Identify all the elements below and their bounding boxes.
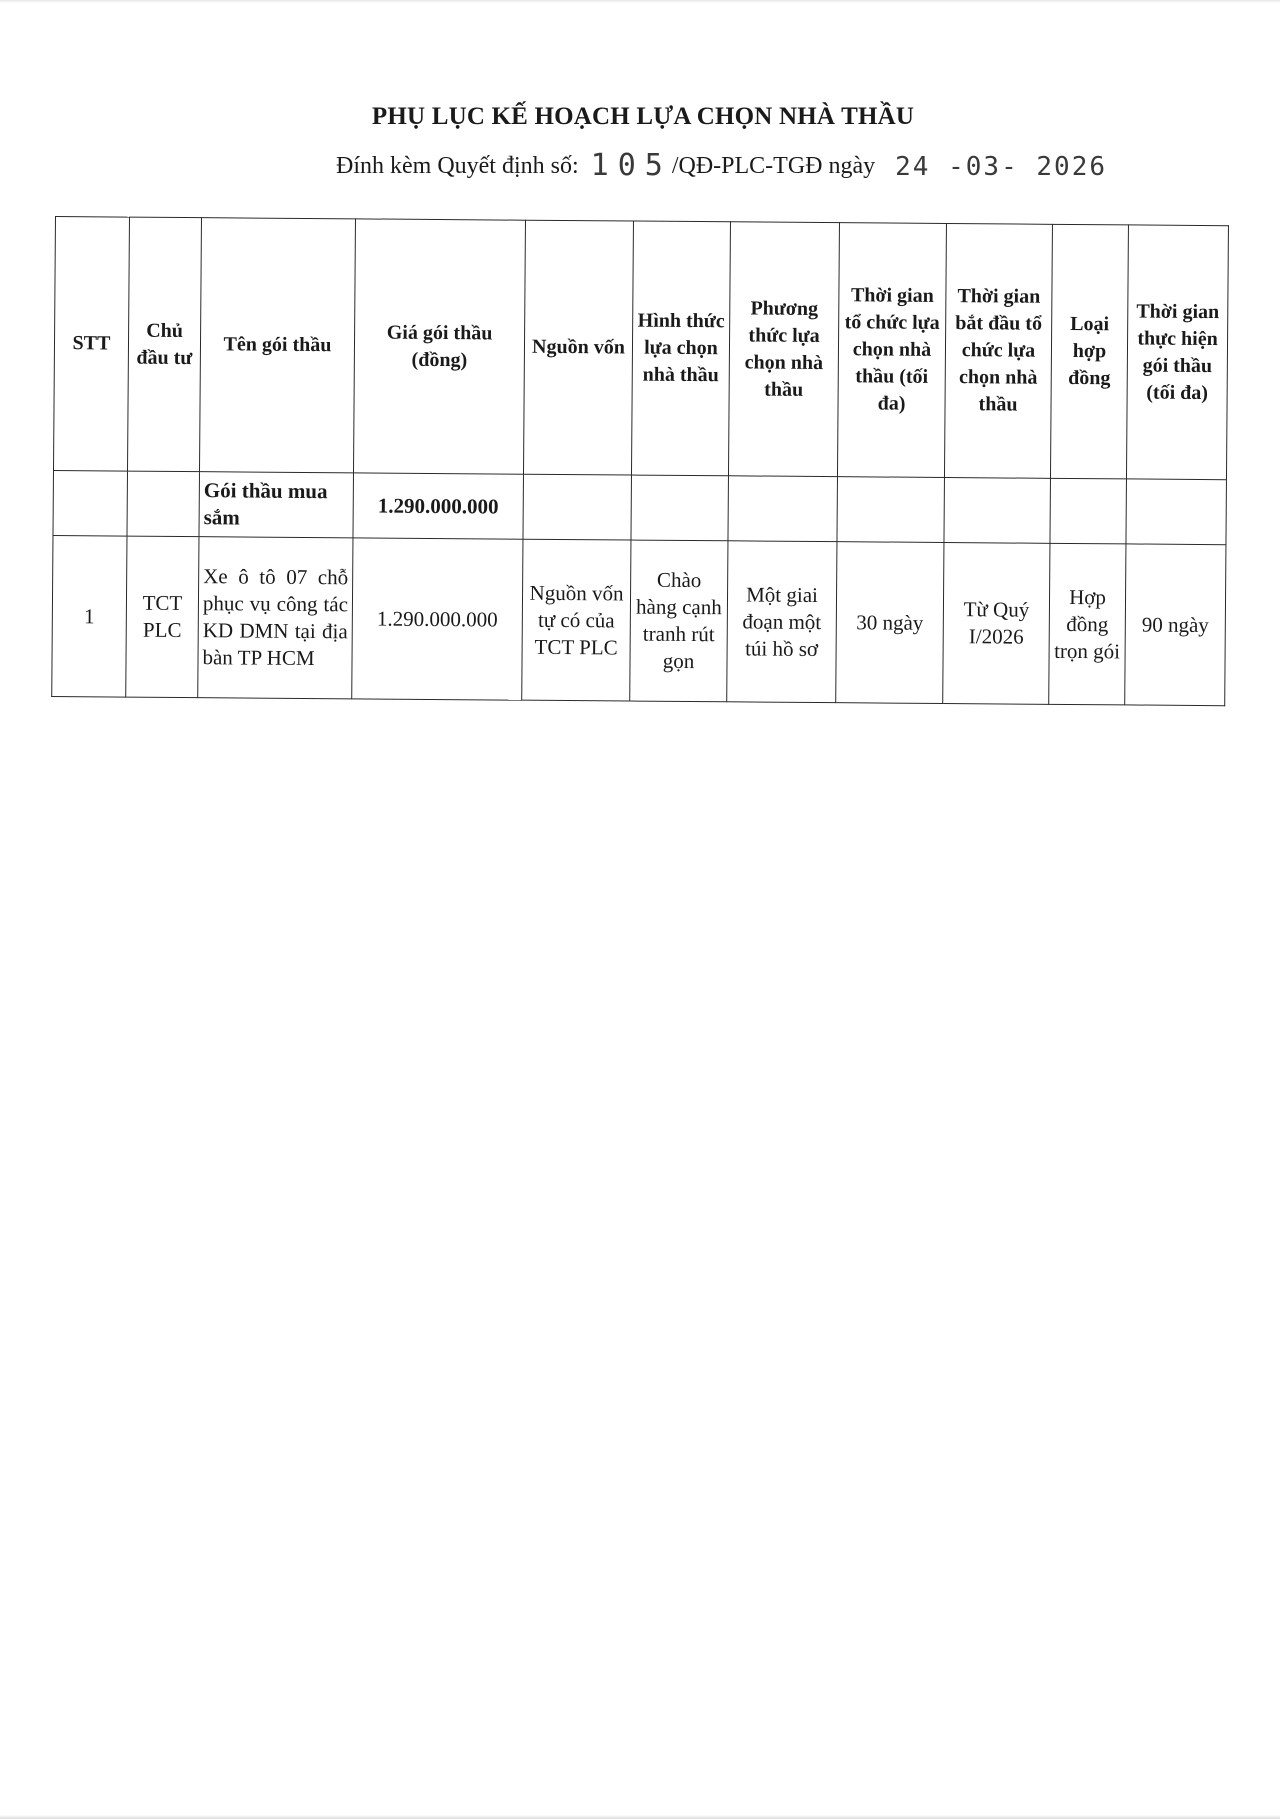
group-row (53, 470, 1226, 544)
header-package-name: Tên gói thầu (199, 218, 355, 473)
row-investor: TCT PLC (126, 536, 199, 698)
group-name: Gói thầu mua sắm (199, 472, 354, 538)
header-stt: STT (54, 217, 130, 472)
group-price: 1.290.000.000 (353, 473, 524, 539)
header-row (54, 217, 1229, 480)
group-cell-empty (1050, 478, 1127, 544)
contractor-selection-plan-table (51, 216, 1229, 706)
row-package-price: 1.290.000.000 (352, 538, 523, 700)
row-funding: Nguồn vốn tự có của TCT PLC (522, 539, 631, 701)
header-selection-method: Phương thức lựa chọn nhà thầu (728, 222, 839, 477)
decision-date: 24 -03- 2026 (895, 152, 1107, 182)
group-cell-empty (1126, 479, 1227, 545)
subtitle-prefix: Đính kèm Quyết định số: (336, 153, 579, 179)
group-cell-empty (523, 474, 632, 540)
group-cell-empty (728, 476, 838, 542)
header-contract-type: Loại hợp đồng (1050, 224, 1128, 479)
group-cell-empty (944, 477, 1051, 543)
row-package-name: Xe ô tô 07 chỗ phục vụ công tác KD DMN tại địa bàn TP HCM (198, 537, 353, 699)
group-cell-empty (127, 471, 200, 537)
header-package-price: Giá gói thầu (đồng) (353, 219, 525, 474)
row-selection-form: Chào hàng cạnh tranh rút gọn (630, 540, 728, 702)
header-investor: Chủ đầu tư (127, 217, 201, 472)
decision-suffix: /QĐ-PLC-TGĐ ngày (671, 153, 876, 179)
header-selection-form: Hình thức lựa chọn nhà thầu (631, 221, 730, 476)
table-row (52, 535, 1226, 705)
group-cell-empty (631, 475, 729, 541)
header-selection-duration: Thời gian tổ chức lựa chọn nhà thầu (tối đa) (837, 223, 946, 478)
header-execution-time: Thời gian thực hiện gói thầu (tối đa) (1126, 225, 1228, 480)
row-stt: 1 (52, 535, 127, 697)
header-funding: Nguồn vốn (523, 220, 633, 475)
row-contract-type: Hợp đồng trọn gói (1049, 543, 1126, 705)
group-cell-empty (837, 477, 945, 543)
row-start-time: Từ Quý I/2026 (943, 542, 1050, 704)
document-title: PHỤ LỤC KẾ HOẠCH LỰA CHỌN NHÀ THẦU (371, 103, 915, 130)
scan-edge-top (0, 0, 1280, 3)
row-execution-time: 90 ngày (1125, 544, 1226, 706)
decision-number: 105 (590, 148, 672, 183)
header-start-time: Thời gian bắt đầu tổ chức lựa chọn nhà thầu (944, 224, 1052, 479)
group-cell-empty (53, 470, 128, 536)
scan-edge-bottom (0, 1815, 1280, 1819)
document-subtitle (336, 148, 1107, 183)
row-selection-method: Một giai đoạn một túi hồ sơ (727, 541, 837, 703)
row-selection-duration: 30 ngày (836, 542, 944, 704)
